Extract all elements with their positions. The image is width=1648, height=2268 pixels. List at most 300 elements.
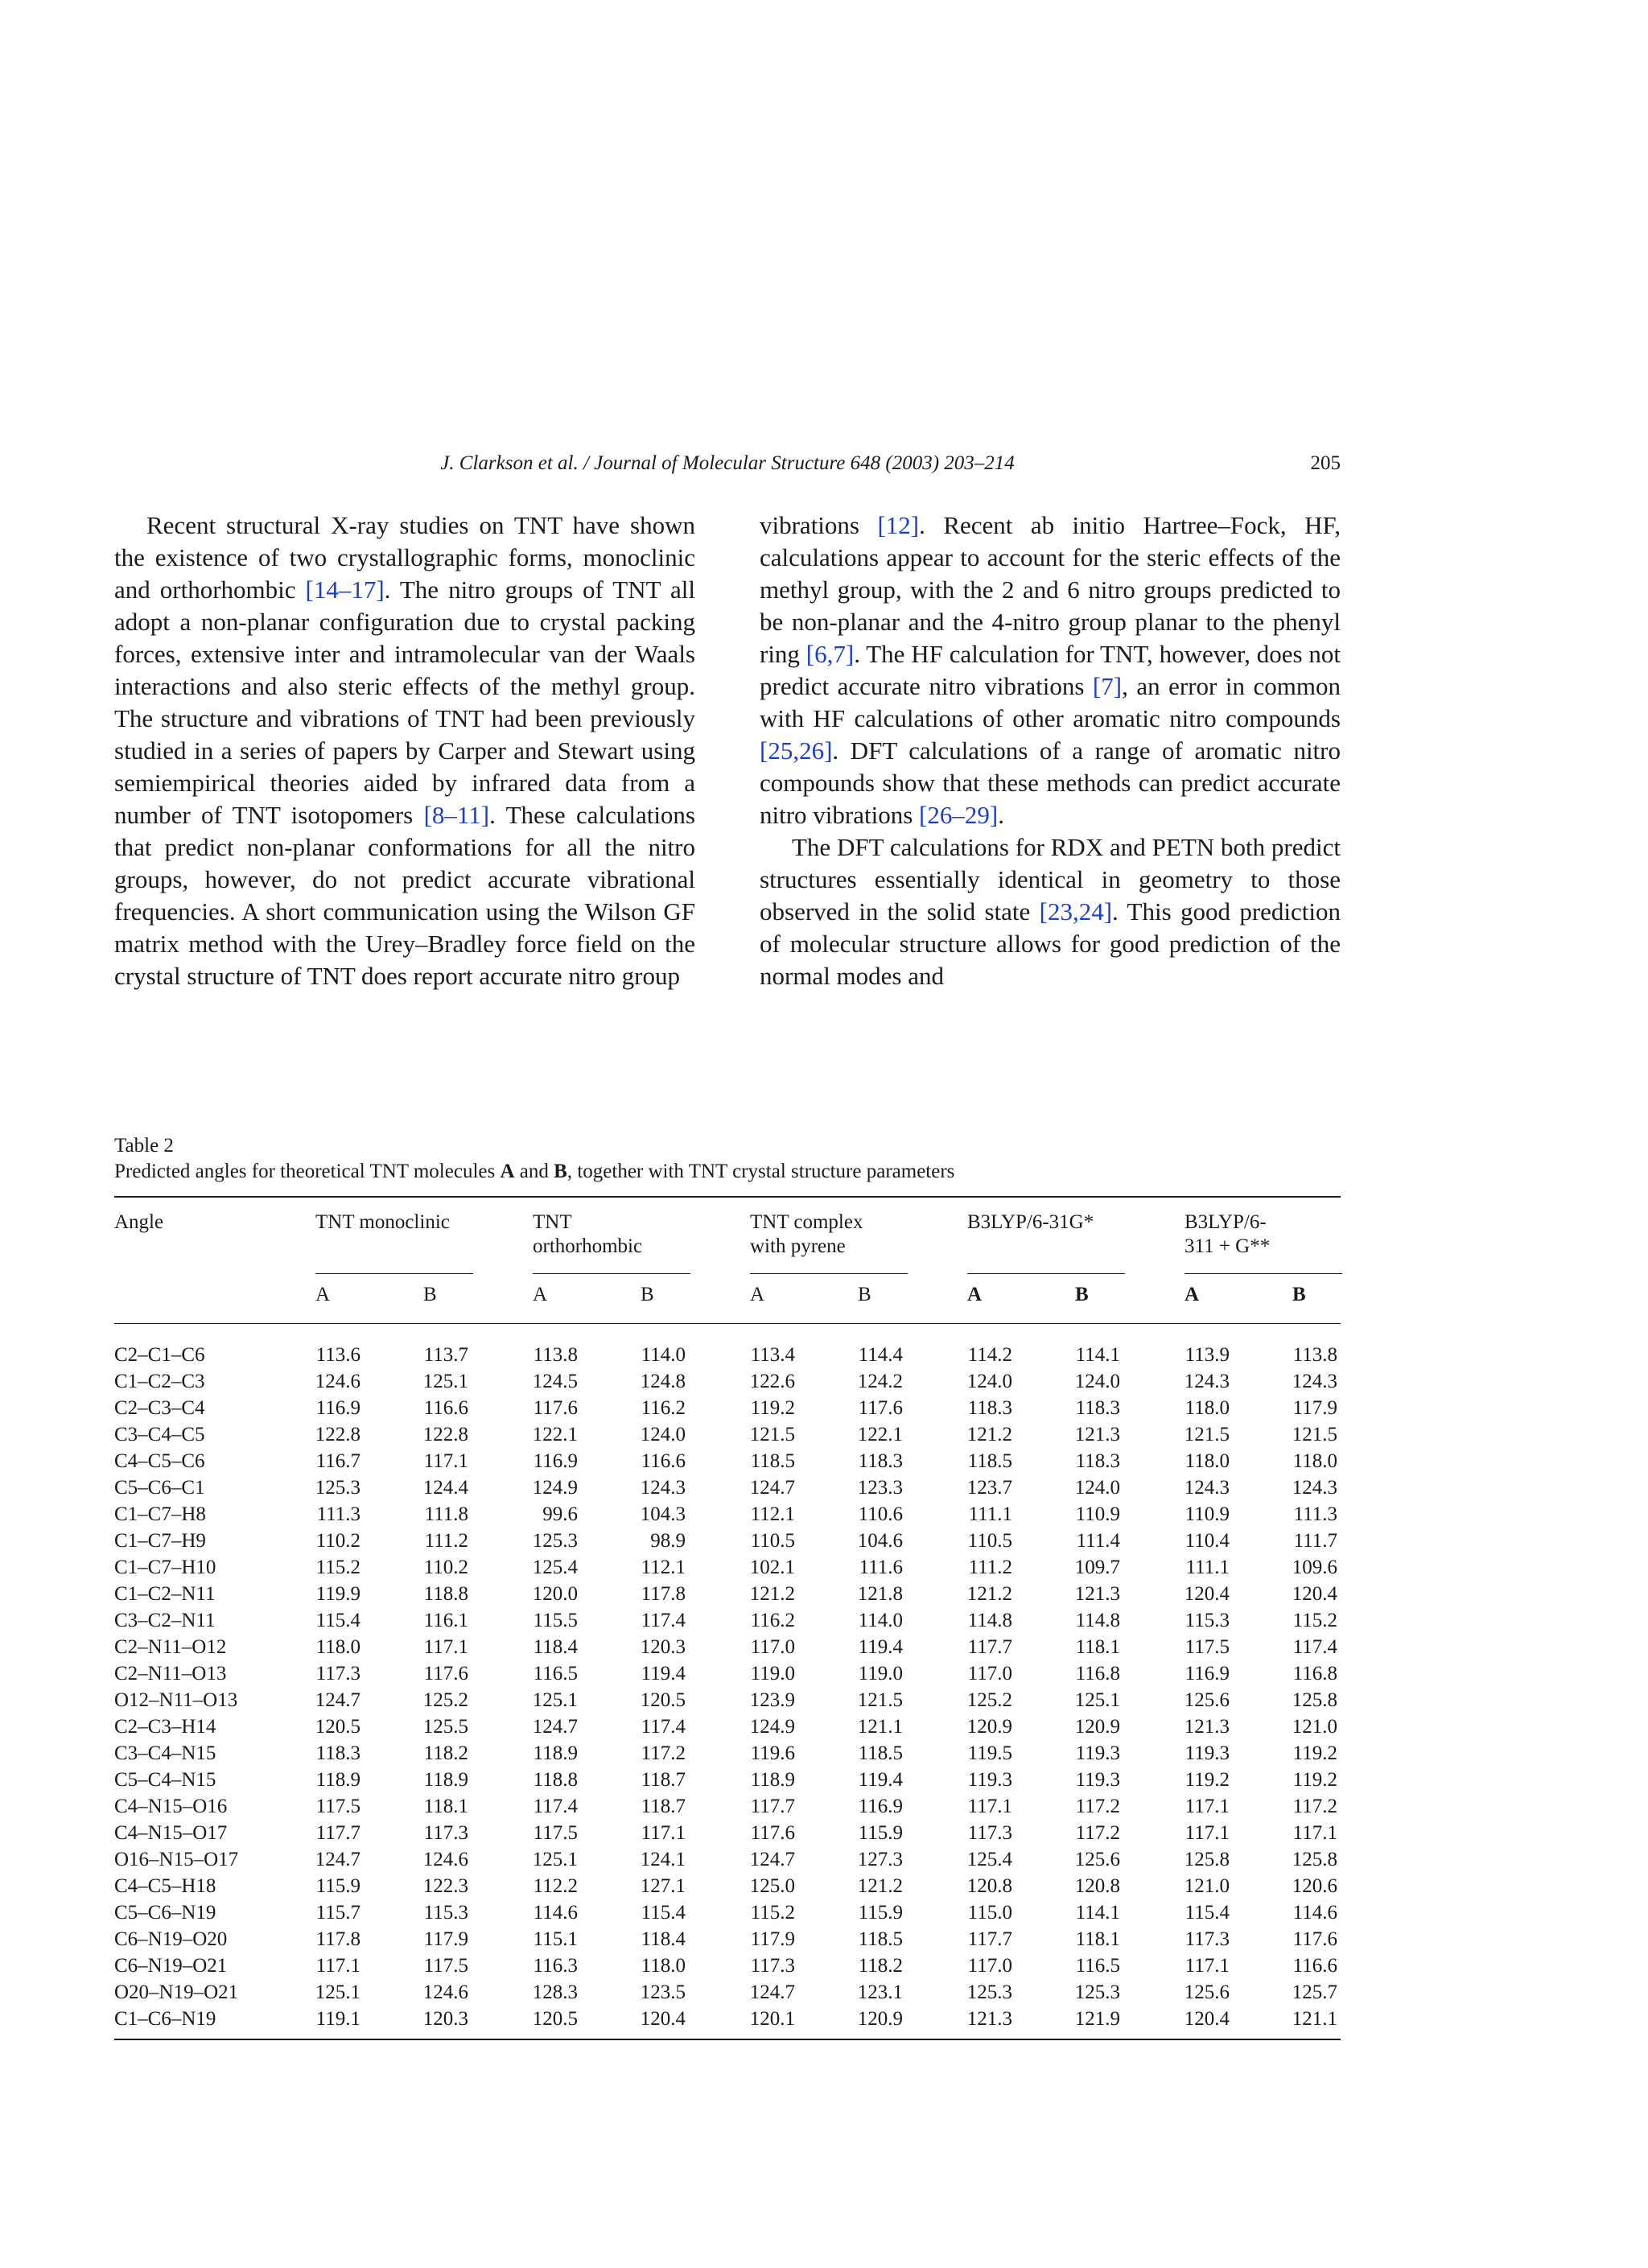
angle-value: 115.1 bbox=[533, 1928, 578, 1950]
angle-value: 121.1 bbox=[857, 1716, 903, 1738]
angle-value: 119.3 bbox=[1184, 1742, 1230, 1764]
angle-value: 115.3 bbox=[1184, 1610, 1230, 1631]
angle-value: 124.8 bbox=[640, 1371, 686, 1392]
angle-value: 115.7 bbox=[315, 1902, 360, 1924]
angle-value: 117.7 bbox=[315, 1822, 360, 1844]
group-rule bbox=[1184, 1273, 1342, 1274]
angle-value: 114.1 bbox=[1075, 1344, 1120, 1366]
angle-value: 120.6 bbox=[1292, 1875, 1337, 1897]
angle-value: 121.8 bbox=[857, 1583, 903, 1605]
angle-value: 117.3 bbox=[423, 1822, 468, 1844]
angle-value: 102.1 bbox=[749, 1557, 795, 1578]
angle-value: 123.3 bbox=[857, 1477, 903, 1499]
angle-value: 121.5 bbox=[749, 1424, 795, 1445]
angle-value: 110.2 bbox=[315, 1530, 360, 1552]
angle-value: 117.5 bbox=[423, 1955, 468, 1977]
angle-label: C1–C7–H8 bbox=[114, 1503, 206, 1525]
angle-value: 124.2 bbox=[857, 1371, 903, 1392]
angle-value: 123.5 bbox=[640, 1981, 686, 2003]
group-header-b3lyp-311g bbox=[1184, 1210, 1270, 1259]
angle-value: 118.5 bbox=[858, 1742, 903, 1764]
angle-value: 116.9 bbox=[858, 1796, 903, 1817]
angle-value: 117.2 bbox=[1075, 1822, 1120, 1844]
angle-value: 109.7 bbox=[1074, 1557, 1120, 1578]
angle-value: 121.9 bbox=[1074, 2008, 1120, 2030]
angle-label: C2–C1–C6 bbox=[114, 1344, 205, 1366]
angle-value: 117.1 bbox=[967, 1796, 1012, 1817]
angle-value: 124.7 bbox=[749, 1849, 795, 1870]
angle-value: 120.5 bbox=[315, 1716, 360, 1738]
angle-value: 127.3 bbox=[857, 1849, 903, 1870]
angle-value: 114.6 bbox=[533, 1902, 578, 1924]
angle-value: 112.2 bbox=[533, 1875, 578, 1897]
angle-value: 117.4 bbox=[533, 1796, 578, 1817]
angle-value: 124.6 bbox=[422, 1981, 468, 2003]
angle-value: 117.8 bbox=[641, 1583, 686, 1605]
text-run: vibrations bbox=[760, 511, 878, 539]
sub-header-b: B bbox=[641, 1284, 654, 1305]
table-header bbox=[114, 1198, 1341, 1323]
angle-value: 116.5 bbox=[533, 1663, 578, 1685]
angle-value: 117.3 bbox=[967, 1822, 1012, 1844]
page-number: 205 bbox=[1310, 452, 1341, 474]
angle-value: 110.9 bbox=[1184, 1503, 1230, 1525]
angle-value: 128.3 bbox=[532, 1981, 578, 2003]
angle-value: 123.9 bbox=[749, 1689, 795, 1711]
group-header-line: TNT monoclinic bbox=[315, 1211, 450, 1233]
group-rule bbox=[967, 1273, 1125, 1274]
group-header-complex bbox=[750, 1210, 863, 1259]
angle-value: 117.3 bbox=[1184, 1928, 1230, 1950]
angle-value: 119.6 bbox=[750, 1742, 795, 1764]
angle-value: 116.7 bbox=[315, 1450, 360, 1472]
angle-label: C5–C6–N19 bbox=[114, 1902, 216, 1924]
angle-value: 123.7 bbox=[966, 1477, 1012, 1499]
angle-value: 98.9 bbox=[650, 1530, 686, 1552]
angle-value: 113.4 bbox=[750, 1344, 795, 1366]
angle-value: 117.1 bbox=[315, 1955, 360, 1977]
sub-header-b: B bbox=[1292, 1284, 1306, 1305]
angle-value: 115.4 bbox=[1184, 1902, 1230, 1924]
angle-value: 117.3 bbox=[750, 1955, 795, 1977]
text-run: . bbox=[998, 801, 1004, 829]
angle-value: 117.0 bbox=[967, 1955, 1012, 1977]
angle-value: 114.4 bbox=[858, 1344, 903, 1366]
sub-header-a: A bbox=[315, 1284, 331, 1305]
angle-label: C4–N15–O17 bbox=[114, 1822, 228, 1844]
angle-value: 125.5 bbox=[422, 1716, 468, 1738]
angle-value: 118.9 bbox=[423, 1769, 468, 1791]
journal-citation: J. Clarkson et al. / Journal of Molecular Structure 648 (2003) 203–214 bbox=[440, 452, 1015, 474]
angle-value: 117.1 bbox=[423, 1636, 468, 1658]
table-label: Table 2 bbox=[114, 1135, 174, 1157]
angle-value: 124.0 bbox=[640, 1424, 686, 1445]
angle-value: 117.6 bbox=[533, 1397, 578, 1419]
column-header-angle: Angle bbox=[114, 1211, 164, 1233]
angle-value: 99.6 bbox=[542, 1503, 578, 1525]
angle-label: C3–C4–N15 bbox=[114, 1742, 216, 1764]
angle-value: 120.9 bbox=[857, 2008, 903, 2030]
angle-value: 120.4 bbox=[1184, 1583, 1230, 1605]
angle-value: 119.3 bbox=[967, 1769, 1012, 1791]
angle-value: 125.1 bbox=[532, 1849, 578, 1870]
angle-label: C4–C5–C6 bbox=[114, 1450, 205, 1472]
angle-value: 114.8 bbox=[1075, 1610, 1120, 1631]
angle-value: 111.6 bbox=[859, 1557, 903, 1578]
angle-value: 125.3 bbox=[315, 1477, 360, 1499]
angle-value: 118.3 bbox=[858, 1450, 903, 1472]
citation-link[interactable]: [25,26] bbox=[760, 736, 833, 765]
angle-label: C2–N11–O12 bbox=[114, 1636, 227, 1658]
angle-value: 109.6 bbox=[1292, 1557, 1337, 1578]
angle-value: 111.1 bbox=[968, 1503, 1012, 1525]
angle-value: 127.1 bbox=[640, 1875, 686, 1897]
angle-value: 120.3 bbox=[422, 2008, 468, 2030]
angle-label: C2–C3–H14 bbox=[114, 1716, 216, 1738]
angle-value: 114.8 bbox=[967, 1610, 1012, 1631]
group-rule bbox=[315, 1273, 473, 1274]
table-row bbox=[114, 1873, 1341, 1899]
angle-value: 120.4 bbox=[1184, 2008, 1230, 2030]
angle-value: 124.7 bbox=[749, 1981, 795, 2003]
angle-value: 124.7 bbox=[532, 1716, 578, 1738]
angle-value: 124.3 bbox=[1292, 1477, 1337, 1499]
angle-value: 121.2 bbox=[749, 1583, 795, 1605]
angle-value: 117.0 bbox=[750, 1636, 795, 1658]
angle-value: 118.7 bbox=[641, 1796, 686, 1817]
angle-value: 118.5 bbox=[750, 1450, 795, 1472]
angle-label: O20–N19–O21 bbox=[114, 1981, 239, 2003]
angle-value: 121.3 bbox=[1074, 1424, 1120, 1445]
citation-link[interactable]: [8–11] bbox=[423, 801, 490, 829]
angle-value: 124.6 bbox=[315, 1371, 360, 1392]
angle-value: 121.3 bbox=[1074, 1583, 1120, 1605]
angle-value: 120.3 bbox=[640, 1636, 686, 1658]
angle-value: 114.0 bbox=[641, 1344, 686, 1366]
text-run: , an error in common with HF calculations of other aromatic nitro compounds bbox=[760, 672, 1341, 732]
angle-value: 115.2 bbox=[1292, 1610, 1337, 1631]
angle-value: 119.0 bbox=[750, 1663, 795, 1685]
angle-value: 119.2 bbox=[1292, 1742, 1337, 1764]
angle-value: 115.4 bbox=[315, 1610, 360, 1631]
angle-label: C1–C7–H10 bbox=[114, 1557, 216, 1578]
angle-value: 125.4 bbox=[532, 1557, 578, 1578]
angle-value: 118.4 bbox=[641, 1928, 686, 1950]
angle-value: 119.4 bbox=[858, 1636, 903, 1658]
angle-value: 117.6 bbox=[858, 1397, 903, 1419]
angle-value: 119.2 bbox=[1184, 1769, 1230, 1791]
angle-value: 125.3 bbox=[532, 1530, 578, 1552]
angle-value: 112.1 bbox=[750, 1503, 795, 1525]
angle-value: 117.1 bbox=[423, 1450, 468, 1472]
angle-label: C3–C4–C5 bbox=[114, 1424, 205, 1445]
angle-value: 118.2 bbox=[423, 1742, 468, 1764]
caption-bold: A bbox=[500, 1161, 515, 1182]
angle-value: 124.1 bbox=[640, 1849, 686, 1870]
sub-header-a: A bbox=[750, 1284, 765, 1305]
angle-value: 117.4 bbox=[1292, 1636, 1337, 1658]
angle-value: 117.9 bbox=[750, 1928, 795, 1950]
angle-value: 110.4 bbox=[1184, 1530, 1230, 1552]
angle-value: 116.3 bbox=[533, 1955, 578, 1977]
angle-value: 115.4 bbox=[641, 1902, 686, 1924]
table-row bbox=[114, 1953, 1341, 1979]
angle-value: 116.6 bbox=[641, 1450, 686, 1472]
angle-value: 118.4 bbox=[533, 1636, 578, 1658]
angle-value: 121.2 bbox=[966, 1424, 1012, 1445]
angle-value: 117.5 bbox=[533, 1822, 578, 1844]
table-row bbox=[114, 1634, 1341, 1660]
table-row bbox=[114, 1767, 1341, 1793]
angle-value: 113.8 bbox=[533, 1344, 578, 1366]
angle-value: 117.1 bbox=[641, 1822, 686, 1844]
table-row bbox=[114, 1660, 1341, 1687]
table-row bbox=[114, 1554, 1341, 1581]
angle-value: 124.4 bbox=[422, 1477, 468, 1499]
angle-value: 119.4 bbox=[641, 1663, 686, 1685]
table-row bbox=[114, 1740, 1341, 1767]
angle-value: 121.0 bbox=[1292, 1716, 1337, 1738]
angle-value: 115.2 bbox=[750, 1902, 795, 1924]
angle-value: 125.1 bbox=[532, 1689, 578, 1711]
angle-value: 110.5 bbox=[750, 1530, 795, 1552]
angle-value: 116.8 bbox=[1292, 1663, 1337, 1685]
right-column bbox=[760, 509, 1341, 992]
angle-value: 117.1 bbox=[1292, 1822, 1337, 1844]
angle-value: 119.3 bbox=[1075, 1742, 1120, 1764]
angle-value: 119.9 bbox=[315, 1583, 360, 1605]
angle-value: 118.8 bbox=[423, 1583, 468, 1605]
table-row bbox=[114, 1713, 1341, 1740]
angle-value: 116.9 bbox=[1184, 1663, 1230, 1685]
text-run: . These calculations that predict non-planar conformations for all the nitro groups, however, do not predict accurate vibrational frequencies. A short communication using the Wilson GF matrix method with the Urey–Bradley force field on the crystal structure of TNT does report accurate nitro group bbox=[114, 801, 695, 990]
angle-value: 121.3 bbox=[966, 2008, 1012, 2030]
citation-link[interactable]: [14–17] bbox=[305, 575, 385, 604]
citation-link[interactable]: [23,24] bbox=[1039, 897, 1113, 926]
angle-value: 120.4 bbox=[1292, 1583, 1337, 1605]
angle-value: 124.7 bbox=[315, 1689, 360, 1711]
group-header-line: TNT bbox=[533, 1211, 572, 1233]
table-row bbox=[114, 1899, 1341, 1926]
angle-value: 116.5 bbox=[1075, 1955, 1120, 1977]
table-row bbox=[114, 1474, 1341, 1501]
angle-label: C6–N19–O20 bbox=[114, 1928, 228, 1950]
angle-value: 117.6 bbox=[1292, 1928, 1337, 1950]
angle-value: 115.3 bbox=[423, 1902, 468, 1924]
angle-value: 118.0 bbox=[1184, 1397, 1230, 1419]
angle-value: 125.3 bbox=[966, 1981, 1012, 2003]
angle-value: 124.0 bbox=[1074, 1477, 1120, 1499]
group-header-line: orthorhombic bbox=[533, 1235, 643, 1257]
angle-value: 124.3 bbox=[1184, 1477, 1230, 1499]
angle-value: 125.2 bbox=[966, 1689, 1012, 1711]
group-header-line: B3LYP/6- bbox=[1184, 1211, 1267, 1233]
paragraph bbox=[760, 831, 1341, 992]
angle-value: 118.0 bbox=[1184, 1450, 1230, 1472]
angle-value: 124.3 bbox=[1184, 1371, 1230, 1392]
angle-label: C3–C2–N11 bbox=[114, 1610, 216, 1631]
angle-value: 125.6 bbox=[1184, 1689, 1230, 1711]
angle-value: 114.6 bbox=[1292, 1902, 1337, 1924]
citation-link[interactable]: [26–29] bbox=[919, 801, 999, 829]
angle-label: C4–C5–H18 bbox=[114, 1875, 216, 1897]
table-row bbox=[114, 1926, 1341, 1953]
angle-value: 113.9 bbox=[1184, 1344, 1230, 1366]
angle-value: 111.3 bbox=[316, 1503, 360, 1525]
body-text bbox=[114, 509, 1341, 992]
angle-value: 119.3 bbox=[1075, 1769, 1120, 1791]
angle-value: 117.0 bbox=[967, 1663, 1012, 1685]
angle-value: 118.3 bbox=[967, 1397, 1012, 1419]
angle-value: 116.6 bbox=[1292, 1955, 1337, 1977]
angle-value: 125.8 bbox=[1184, 1849, 1230, 1870]
sub-header-b: B bbox=[423, 1284, 437, 1305]
angle-value: 120.0 bbox=[532, 1583, 578, 1605]
angle-value: 104.6 bbox=[857, 1530, 903, 1552]
angle-value: 116.2 bbox=[750, 1610, 795, 1631]
table-row bbox=[114, 1581, 1341, 1607]
group-rule bbox=[533, 1273, 690, 1274]
table-row bbox=[114, 1342, 1341, 1368]
angle-value: 120.8 bbox=[1074, 1875, 1120, 1897]
citation-link[interactable]: [6,7] bbox=[805, 640, 855, 668]
sub-header-a: A bbox=[533, 1284, 548, 1305]
angle-value: 115.9 bbox=[315, 1875, 360, 1897]
angle-value: 125.1 bbox=[1074, 1689, 1120, 1711]
angle-value: 118.3 bbox=[1075, 1450, 1120, 1472]
angle-value: 121.0 bbox=[1184, 1875, 1230, 1897]
angle-value: 124.7 bbox=[749, 1477, 795, 1499]
group-rule bbox=[750, 1273, 908, 1274]
text-run: . Recent ab initio Hartree–Fock, HF, calculations appear to account for the steric effects of the methyl group, with the 2 and 6 nitro groups predicted to be non-planar and the 4-nitro group planar to the phenyl ring bbox=[760, 511, 1341, 668]
angle-value: 110.2 bbox=[423, 1557, 468, 1578]
table-row bbox=[114, 1421, 1341, 1448]
angle-label: O16–N15–O17 bbox=[114, 1849, 239, 1870]
angle-value: 119.4 bbox=[858, 1769, 903, 1791]
angle-value: 124.0 bbox=[966, 1371, 1012, 1392]
angle-label: C1–C6–N19 bbox=[114, 2008, 216, 2030]
angle-value: 111.8 bbox=[424, 1503, 468, 1525]
angle-value: 121.5 bbox=[1292, 1424, 1337, 1445]
angle-value: 114.2 bbox=[967, 1344, 1012, 1366]
angle-value: 124.7 bbox=[315, 1849, 360, 1870]
angle-value: 117.6 bbox=[750, 1822, 795, 1844]
angle-value: 125.8 bbox=[1292, 1849, 1337, 1870]
angle-value: 122.8 bbox=[422, 1424, 468, 1445]
angle-value: 117.5 bbox=[1184, 1636, 1230, 1658]
table-row bbox=[114, 1687, 1341, 1713]
table-row bbox=[114, 1846, 1341, 1873]
angle-value: 121.1 bbox=[1292, 2008, 1337, 2030]
angle-value: 125.1 bbox=[422, 1371, 468, 1392]
text-run: . DFT calculations of a range of aromatic nitro compounds show that these methods can predict accurate nitro vibrations bbox=[760, 736, 1341, 829]
angle-value: 125.3 bbox=[1074, 1981, 1120, 2003]
angle-value: 117.7 bbox=[750, 1796, 795, 1817]
angle-value: 118.0 bbox=[641, 1955, 686, 1977]
table-row bbox=[114, 1368, 1341, 1395]
angle-value: 122.6 bbox=[749, 1371, 795, 1392]
table-2 bbox=[114, 1133, 1341, 2040]
angle-value: 124.6 bbox=[422, 1849, 468, 1870]
angle-value: 118.9 bbox=[315, 1769, 360, 1791]
angle-value: 111.3 bbox=[1293, 1503, 1337, 1525]
angle-value: 117.2 bbox=[641, 1742, 686, 1764]
angle-value: 119.2 bbox=[750, 1397, 795, 1419]
group-header-orthorhombic bbox=[533, 1210, 642, 1259]
text-run: Recent structural X-ray studies on TNT have shown the existence of two crystallographic forms, monoclinic and orthorhombic bbox=[114, 511, 695, 604]
angle-value: 118.9 bbox=[750, 1769, 795, 1791]
group-header-b3lyp-631g bbox=[967, 1210, 1094, 1235]
angle-value: 121.2 bbox=[857, 1875, 903, 1897]
angle-value: 117.5 bbox=[315, 1796, 360, 1817]
paragraph bbox=[760, 509, 1341, 831]
angle-value: 116.2 bbox=[641, 1397, 686, 1419]
sub-header-b: B bbox=[858, 1284, 871, 1305]
sub-header-a: A bbox=[967, 1284, 983, 1305]
angle-value: 124.0 bbox=[1074, 1371, 1120, 1392]
angle-value: 118.1 bbox=[1075, 1636, 1120, 1658]
angle-value: 121.3 bbox=[1184, 1716, 1230, 1738]
angle-value: 115.5 bbox=[533, 1610, 578, 1631]
angle-value: 116.9 bbox=[315, 1397, 360, 1419]
angle-value: 118.0 bbox=[315, 1636, 360, 1658]
table-row bbox=[114, 2006, 1341, 2032]
caption-bold: B bbox=[554, 1161, 567, 1182]
angle-label: C1–C2–C3 bbox=[114, 1371, 205, 1392]
angle-label: C2–C3–C4 bbox=[114, 1397, 205, 1419]
group-header-line: B3LYP/6-31G* bbox=[967, 1211, 1094, 1233]
group-header-line: 311 + G** bbox=[1184, 1235, 1271, 1257]
angle-value: 120.1 bbox=[749, 2008, 795, 2030]
angle-value: 118.3 bbox=[1075, 1397, 1120, 1419]
citation-link[interactable]: [12] bbox=[877, 511, 920, 539]
angle-value: 118.1 bbox=[423, 1796, 468, 1817]
angle-value: 118.2 bbox=[858, 1955, 903, 1977]
angle-value: 124.3 bbox=[1292, 1371, 1337, 1392]
angle-value: 120.5 bbox=[640, 1689, 686, 1711]
angle-value: 117.4 bbox=[641, 1610, 686, 1631]
angle-value: 125.1 bbox=[315, 1981, 360, 2003]
angle-value: 124.9 bbox=[749, 1716, 795, 1738]
table-row bbox=[114, 1979, 1341, 2006]
table-row bbox=[114, 1528, 1341, 1554]
table-row bbox=[114, 1448, 1341, 1474]
text-run: The DFT calculations for RDX and PETN both predict structures essentially identical in geometry to those observed in the solid state bbox=[760, 833, 1341, 926]
angle-value: 121.5 bbox=[857, 1689, 903, 1711]
angle-value: 116.6 bbox=[423, 1397, 468, 1419]
angle-value: 117.1 bbox=[1184, 1822, 1230, 1844]
angle-value: 117.9 bbox=[1292, 1397, 1337, 1419]
angle-value: 121.5 bbox=[1184, 1424, 1230, 1445]
table-row bbox=[114, 1501, 1341, 1528]
angle-value: 117.1 bbox=[1184, 1955, 1230, 1977]
angle-value: 111.2 bbox=[424, 1530, 468, 1552]
caption-text: and bbox=[514, 1161, 554, 1182]
angle-value: 118.7 bbox=[641, 1769, 686, 1791]
angle-value: 119.1 bbox=[315, 2008, 360, 2030]
angle-value: 110.6 bbox=[858, 1503, 903, 1525]
angle-value: 119.2 bbox=[1292, 1769, 1337, 1791]
angle-value: 115.9 bbox=[858, 1902, 903, 1924]
angle-value: 117.8 bbox=[315, 1928, 360, 1950]
citation-link[interactable]: [7] bbox=[1092, 672, 1123, 700]
table-row bbox=[114, 1793, 1341, 1820]
angle-value: 115.2 bbox=[315, 1557, 360, 1578]
angle-value: 112.1 bbox=[641, 1557, 686, 1578]
angle-value: 120.8 bbox=[966, 1875, 1012, 1897]
angle-value: 118.3 bbox=[315, 1742, 360, 1764]
paragraph bbox=[114, 509, 695, 992]
